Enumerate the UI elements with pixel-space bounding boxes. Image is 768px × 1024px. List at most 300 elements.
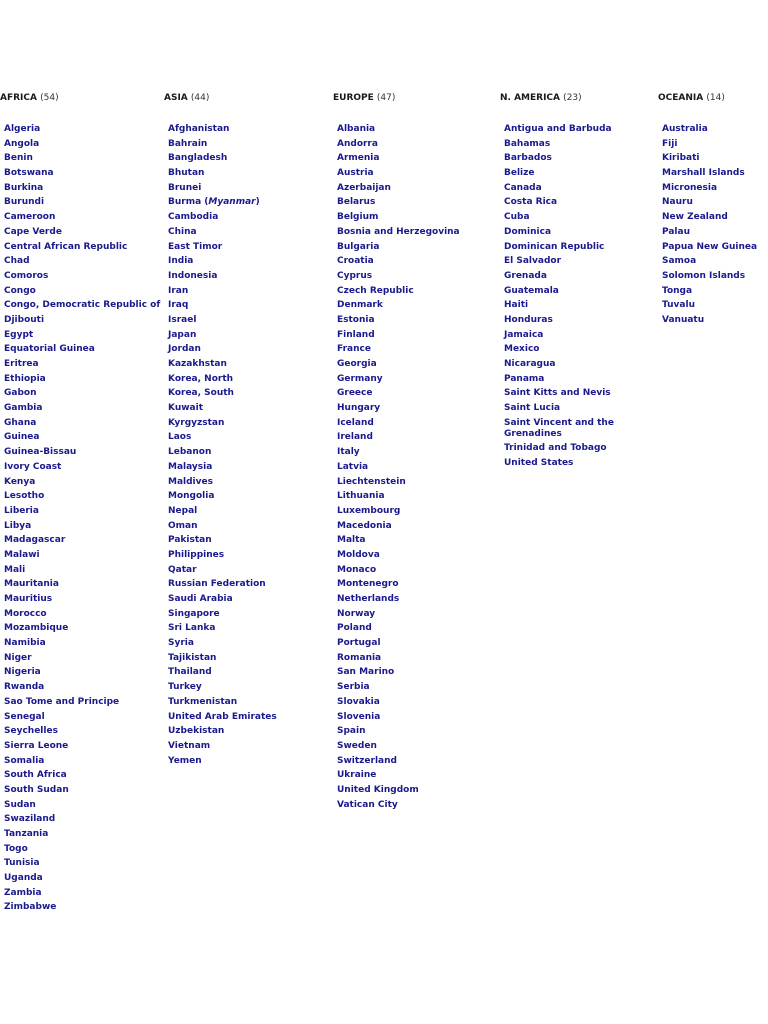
country-link[interactable]: Korea, North bbox=[168, 373, 234, 384]
region-asia bbox=[164, 92, 324, 770]
country-link[interactable]: Kazakhstan bbox=[168, 359, 227, 369]
country-link[interactable]: Eritrea bbox=[4, 359, 39, 369]
country-link[interactable]: Japan bbox=[168, 329, 197, 340]
country-link[interactable]: South Sudan bbox=[4, 784, 69, 795]
country-link[interactable]: India bbox=[168, 256, 194, 267]
country-item bbox=[4, 286, 160, 297]
country-item bbox=[504, 286, 648, 297]
country-link[interactable]: Mongolia bbox=[168, 491, 215, 502]
country-link[interactable]: Djibouti bbox=[4, 314, 45, 325]
country-item bbox=[4, 741, 160, 752]
country-link[interactable]: Poland bbox=[337, 623, 372, 634]
country-item bbox=[168, 344, 324, 355]
country-item bbox=[337, 800, 493, 811]
country-link[interactable]: Cameroon bbox=[4, 212, 56, 223]
country-link[interactable]: Fiji bbox=[662, 138, 678, 149]
country-link[interactable]: South Africa bbox=[4, 770, 67, 781]
country-link[interactable]: Benin bbox=[4, 153, 33, 164]
country-link[interactable]: Saint Vincent and the Grenadines bbox=[504, 417, 614, 439]
country-item bbox=[4, 491, 160, 502]
country-link[interactable]: Azerbaijan bbox=[337, 182, 391, 193]
country-item bbox=[504, 168, 648, 179]
country-link[interactable]: Canada bbox=[504, 182, 542, 193]
country-link[interactable]: Somalia bbox=[4, 755, 45, 766]
country-link[interactable]: Bahamas bbox=[504, 138, 551, 149]
country-link[interactable]: Guatemala bbox=[504, 285, 559, 296]
country-link[interactable]: Niger bbox=[4, 652, 32, 663]
country-link[interactable]: San Marino bbox=[337, 667, 395, 678]
country-link[interactable]: Kenya bbox=[4, 476, 36, 487]
country-link[interactable]: Qatar bbox=[168, 564, 197, 575]
country-item bbox=[504, 227, 648, 238]
country-link[interactable]: Vanuatu bbox=[662, 314, 705, 325]
country-link[interactable]: Central African Republic bbox=[4, 241, 128, 252]
country-list bbox=[333, 124, 493, 811]
country-link[interactable]: Marshall Islands bbox=[662, 168, 745, 179]
country-item bbox=[337, 682, 493, 693]
country-item bbox=[337, 462, 493, 473]
country-link[interactable]: Moldova bbox=[337, 549, 380, 560]
country-item bbox=[337, 491, 493, 502]
country-item bbox=[504, 197, 648, 208]
country-link[interactable]: Cuba bbox=[504, 212, 530, 223]
country-item bbox=[4, 271, 160, 282]
country-item bbox=[168, 432, 324, 443]
country-item bbox=[337, 667, 493, 678]
country-link[interactable]: Congo, Democratic Republic of bbox=[4, 300, 161, 311]
country-link[interactable]: Malawi bbox=[4, 549, 40, 560]
country-link[interactable]: Belize bbox=[504, 168, 535, 179]
country-item bbox=[337, 594, 493, 605]
country-link[interactable]: Slovakia bbox=[337, 696, 380, 707]
country-link[interactable]: Russian Federation bbox=[168, 579, 266, 590]
country-link[interactable]: Costa Rica bbox=[504, 197, 558, 208]
country-link[interactable]: Yemen bbox=[168, 755, 202, 766]
country-item bbox=[168, 667, 324, 678]
country-item bbox=[337, 300, 493, 311]
country-link[interactable]: Luxembourg bbox=[337, 505, 401, 516]
country-link[interactable]: Laos bbox=[168, 432, 192, 443]
country-link[interactable]: Tanzania bbox=[4, 829, 49, 839]
country-item bbox=[4, 168, 160, 179]
region-name: AFRICA bbox=[0, 93, 37, 103]
country-item bbox=[168, 388, 324, 399]
country-link[interactable]: Zimbabwe bbox=[4, 902, 57, 913]
country-item bbox=[4, 153, 160, 164]
country-link[interactable]: Belgium bbox=[337, 212, 379, 223]
country-link[interactable]: New Zealand bbox=[662, 212, 728, 223]
country-link[interactable]: Tonga bbox=[662, 285, 693, 296]
country-item bbox=[337, 418, 493, 429]
country-item bbox=[337, 535, 493, 546]
country-link[interactable]: Estonia bbox=[337, 314, 375, 325]
country-link[interactable]: Sao Tome and Principe bbox=[4, 696, 120, 707]
country-link[interactable]: Sierra Leone bbox=[4, 740, 69, 751]
country-item bbox=[4, 197, 160, 208]
country-link[interactable]: Bosnia and Herzegovina bbox=[337, 226, 460, 237]
country-link[interactable]: Germany bbox=[337, 373, 383, 384]
country-link[interactable]: Norway bbox=[337, 608, 376, 619]
country-link[interactable]: Gambia bbox=[4, 403, 43, 414]
country-link[interactable]: Tuvalu bbox=[662, 300, 695, 311]
country-link[interactable]: Lesotho bbox=[4, 491, 45, 502]
country-link[interactable]: Nauru bbox=[662, 197, 693, 208]
country-item bbox=[337, 315, 493, 326]
country-link[interactable]: Chad bbox=[4, 256, 30, 267]
country-link[interactable]: Bahrain bbox=[168, 138, 208, 149]
country-item bbox=[504, 359, 648, 370]
country-link[interactable]: Portugal bbox=[337, 638, 381, 649]
country-link[interactable]: Mauritania bbox=[4, 579, 59, 590]
country-link[interactable]: Pakistan bbox=[168, 535, 212, 546]
country-link[interactable]: Samoa bbox=[662, 256, 697, 267]
country-link[interactable]: Kiribati bbox=[662, 153, 700, 164]
country-link[interactable]: Jordan bbox=[168, 344, 201, 355]
country-item bbox=[4, 594, 160, 605]
country-item bbox=[4, 432, 160, 443]
country-link[interactable]: Belarus bbox=[337, 197, 376, 208]
country-item bbox=[168, 477, 324, 488]
country-link[interactable]: Kuwait bbox=[168, 403, 203, 414]
country-link[interactable]: Guinea bbox=[4, 432, 40, 443]
country-item bbox=[168, 623, 324, 634]
country-link[interactable]: Serbia bbox=[337, 682, 370, 693]
country-link[interactable]: Tajikistan bbox=[168, 652, 217, 663]
country-link[interactable]: East Timor bbox=[168, 241, 223, 252]
country-item bbox=[168, 535, 324, 546]
country-item bbox=[168, 506, 324, 517]
country-item bbox=[168, 638, 324, 649]
country-link[interactable]: Greece bbox=[337, 388, 373, 399]
country-link[interactable]: Switzerland bbox=[337, 755, 397, 766]
country-link[interactable]: Maldives bbox=[168, 476, 213, 487]
country-link[interactable]: Indonesia bbox=[168, 270, 218, 281]
country-item bbox=[4, 521, 160, 532]
country-item bbox=[337, 565, 493, 576]
country-link[interactable]: Dominica bbox=[504, 226, 552, 237]
country-link[interactable]: Micronesia bbox=[662, 182, 718, 193]
country-link[interactable]: Georgia bbox=[337, 359, 377, 369]
country-item bbox=[337, 124, 493, 135]
country-link[interactable]: Cambodia bbox=[168, 212, 219, 223]
country-item bbox=[4, 374, 160, 385]
region-name: EUROPE bbox=[333, 93, 374, 103]
country-item bbox=[337, 623, 493, 634]
country-link[interactable]: Madagascar bbox=[4, 535, 66, 546]
country-link[interactable]: Saudi Arabia bbox=[168, 594, 233, 604]
country-item bbox=[168, 550, 324, 561]
country-link[interactable]: Romania bbox=[337, 652, 382, 663]
country-item bbox=[337, 506, 493, 517]
country-link[interactable]: Latvia bbox=[337, 461, 369, 472]
country-link[interactable]: Afghanistan bbox=[168, 124, 230, 134]
country-link[interactable]: Honduras bbox=[504, 314, 553, 325]
country-link[interactable]: Philippines bbox=[168, 549, 225, 560]
country-item bbox=[337, 653, 493, 664]
country-link[interactable]: Sweden bbox=[337, 740, 377, 751]
country-item bbox=[337, 477, 493, 488]
country-item bbox=[504, 418, 648, 440]
country-link[interactable]: Gabon bbox=[4, 388, 37, 399]
country-item bbox=[337, 579, 493, 590]
country-item bbox=[4, 212, 160, 223]
country-link[interactable]: Bulgaria bbox=[337, 241, 380, 252]
country-item bbox=[168, 756, 324, 767]
country-link[interactable]: Czech Republic bbox=[337, 285, 414, 296]
region-africa bbox=[0, 92, 160, 917]
country-link[interactable]: Vietnam bbox=[168, 740, 211, 751]
country-link[interactable]: Monaco bbox=[337, 564, 377, 575]
country-link[interactable]: Uganda bbox=[4, 873, 43, 884]
country-link[interactable]: Togo bbox=[4, 843, 28, 854]
country-item bbox=[168, 741, 324, 752]
country-item bbox=[662, 227, 764, 238]
country-link[interactable]: Panama bbox=[504, 373, 545, 384]
country-link[interactable]: Cape Verde bbox=[4, 226, 62, 237]
country-link[interactable]: United States bbox=[504, 458, 574, 469]
country-link[interactable]: Macedonia bbox=[337, 520, 392, 531]
country-link[interactable]: Croatia bbox=[337, 256, 374, 267]
country-item bbox=[168, 359, 324, 370]
country-link[interactable]: Ghana bbox=[4, 417, 37, 428]
country-link[interactable]: Armenia bbox=[337, 153, 380, 164]
country-link[interactable]: Oman bbox=[168, 520, 198, 531]
country-link[interactable]: Malaysia bbox=[168, 461, 213, 472]
country-link[interactable]: Burkina bbox=[4, 182, 44, 193]
country-item bbox=[168, 403, 324, 414]
country-item bbox=[504, 388, 648, 399]
country-link[interactable]: Malta bbox=[337, 535, 366, 546]
country-link[interactable]: Nepal bbox=[168, 505, 198, 516]
country-item bbox=[4, 653, 160, 664]
country-item bbox=[4, 579, 160, 590]
country-item bbox=[168, 374, 324, 385]
country-link[interactable]: Iceland bbox=[337, 417, 374, 428]
country-link[interactable]: Papua New Guinea bbox=[662, 241, 758, 252]
country-link[interactable]: Dominican Republic bbox=[504, 241, 605, 252]
country-item bbox=[504, 330, 648, 341]
country-link[interactable]: China bbox=[168, 226, 197, 237]
country-item bbox=[4, 124, 160, 135]
country-link[interactable]: United Arab Emirates bbox=[168, 711, 277, 722]
country-link[interactable]: Botswana bbox=[4, 168, 54, 179]
country-link[interactable]: Lebanon bbox=[168, 447, 212, 458]
country-item bbox=[504, 374, 648, 385]
country-link[interactable]: Rwanda bbox=[4, 682, 45, 693]
country-item bbox=[337, 741, 493, 752]
country-item bbox=[662, 183, 764, 194]
country-link[interactable]: Namibia bbox=[4, 638, 46, 649]
country-item bbox=[168, 447, 324, 458]
country-link[interactable]: Grenada bbox=[504, 270, 547, 281]
country-link[interactable]: Singapore bbox=[168, 608, 220, 619]
country-item bbox=[662, 300, 764, 311]
country-link[interactable]: United Kingdom bbox=[337, 784, 419, 795]
country-link[interactable]: Mexico bbox=[504, 344, 540, 355]
region-name: OCEANIA bbox=[658, 93, 704, 103]
country-link[interactable]: Burundi bbox=[4, 197, 45, 208]
country-item bbox=[168, 521, 324, 532]
country-item bbox=[337, 447, 493, 458]
country-link[interactable]: Nigeria bbox=[4, 667, 41, 678]
country-item bbox=[337, 330, 493, 341]
country-link[interactable]: Egypt bbox=[4, 329, 34, 340]
country-item bbox=[168, 315, 324, 326]
country-link[interactable]: Finland bbox=[337, 329, 375, 340]
country-item bbox=[4, 873, 160, 884]
country-link[interactable]: Brunei bbox=[168, 182, 202, 193]
country-link[interactable]: Andorra bbox=[337, 138, 378, 149]
country-link[interactable]: Uzbekistan bbox=[168, 726, 225, 737]
region-header bbox=[164, 92, 324, 104]
country-link[interactable]: Angola bbox=[4, 138, 40, 149]
country-item bbox=[4, 697, 160, 708]
country-item bbox=[168, 271, 324, 282]
country-link[interactable]: Ethiopia bbox=[4, 373, 46, 384]
country-item bbox=[662, 256, 764, 267]
country-link[interactable]: Montenegro bbox=[337, 579, 399, 590]
country-link[interactable]: Hungary bbox=[337, 403, 381, 414]
country-link[interactable]: Ireland bbox=[337, 432, 373, 443]
country-item bbox=[168, 682, 324, 693]
country-item bbox=[168, 491, 324, 502]
country-link[interactable]: Morocco bbox=[4, 608, 47, 619]
country-link[interactable]: Congo bbox=[4, 285, 36, 296]
country-link[interactable]: Australia bbox=[662, 124, 708, 134]
country-item bbox=[504, 242, 648, 253]
country-link[interactable]: El Salvador bbox=[504, 256, 562, 267]
country-link[interactable]: Saint Kitts and Nevis bbox=[504, 388, 611, 399]
country-item bbox=[4, 756, 160, 767]
country-link[interactable]: Palau bbox=[662, 226, 690, 237]
country-link[interactable]: Mozambique bbox=[4, 623, 69, 634]
country-link[interactable]: Liechtenstein bbox=[337, 476, 406, 487]
country-link[interactable]: Slovenia bbox=[337, 711, 381, 722]
country-link[interactable]: Barbados bbox=[504, 153, 552, 164]
region-count: (47) bbox=[376, 93, 396, 103]
country-link[interactable]: Cyprus bbox=[337, 270, 373, 281]
country-link[interactable]: Nicaragua bbox=[504, 359, 556, 369]
country-item bbox=[4, 300, 160, 311]
country-item bbox=[4, 844, 160, 855]
country-link[interactable]: Jamaica bbox=[504, 329, 544, 340]
country-link[interactable]: Saint Lucia bbox=[504, 403, 561, 414]
country-link[interactable]: Equatorial Guinea bbox=[4, 344, 95, 355]
country-item bbox=[337, 227, 493, 238]
country-link[interactable]: Tunisia bbox=[4, 858, 40, 869]
country-item bbox=[168, 124, 324, 135]
country-link[interactable]: France bbox=[337, 344, 371, 355]
country-item bbox=[337, 256, 493, 267]
country-item bbox=[662, 153, 764, 164]
country-link[interactable]: Zambia bbox=[4, 887, 42, 898]
region-header bbox=[500, 92, 648, 104]
country-link[interactable]: Sri Lanka bbox=[168, 623, 216, 634]
country-link[interactable]: Lithuania bbox=[337, 491, 385, 502]
country-link[interactable]: Thailand bbox=[168, 667, 212, 678]
country-item bbox=[168, 168, 324, 179]
country-link[interactable]: Sudan bbox=[4, 799, 36, 810]
country-item bbox=[4, 902, 160, 913]
region-count: (14) bbox=[706, 93, 725, 103]
country-link[interactable]: Senegal bbox=[4, 711, 45, 722]
country-link[interactable]: Bhutan bbox=[168, 168, 205, 179]
country-link[interactable]: Israel bbox=[168, 314, 197, 325]
country-link[interactable]: Iraq bbox=[168, 300, 189, 311]
country-link[interactable]: Turkey bbox=[168, 682, 202, 693]
country-item bbox=[168, 139, 324, 150]
country-link[interactable]: Italy bbox=[337, 447, 360, 458]
country-link[interactable]: Mali bbox=[4, 564, 26, 575]
country-link[interactable]: Turkmenistan bbox=[168, 696, 238, 707]
country-link[interactable]: Antigua and Barbuda bbox=[504, 124, 612, 134]
country-item bbox=[504, 403, 648, 414]
country-item bbox=[4, 418, 160, 429]
region-name: ASIA bbox=[164, 93, 188, 103]
country-item bbox=[662, 197, 764, 208]
region-oceania bbox=[658, 92, 764, 330]
country-item bbox=[4, 359, 160, 370]
country-link[interactable]: Trinidad and Tobago bbox=[504, 443, 607, 454]
country-link[interactable]: Bangladesh bbox=[168, 153, 228, 164]
country-list bbox=[658, 124, 764, 326]
country-item bbox=[4, 609, 160, 620]
country-link[interactable]: Syria bbox=[168, 638, 194, 649]
country-link[interactable]: Albania bbox=[337, 124, 376, 134]
country-link[interactable]: Solomon Islands bbox=[662, 270, 746, 281]
country-link[interactable]: Algeria bbox=[4, 124, 41, 134]
region-count: (54) bbox=[40, 93, 59, 103]
country-item bbox=[662, 139, 764, 150]
country-link[interactable]: Haiti bbox=[504, 300, 529, 311]
country-link[interactable]: Burma (Myanmar) bbox=[168, 197, 260, 208]
country-item bbox=[168, 242, 324, 253]
country-item bbox=[662, 271, 764, 282]
country-link[interactable]: Mauritius bbox=[4, 594, 53, 604]
country-link[interactable]: Liberia bbox=[4, 505, 39, 516]
country-item bbox=[504, 256, 648, 267]
country-item bbox=[168, 212, 324, 223]
country-item bbox=[662, 286, 764, 297]
country-link[interactable]: Kyrgyzstan bbox=[168, 417, 225, 428]
country-item bbox=[504, 271, 648, 282]
country-link[interactable]: Ivory Coast bbox=[4, 461, 62, 472]
country-item bbox=[4, 535, 160, 546]
country-link[interactable]: Austria bbox=[337, 168, 374, 179]
country-item bbox=[168, 227, 324, 238]
country-link[interactable]: Ukraine bbox=[337, 770, 377, 781]
country-link[interactable]: Vatican City bbox=[337, 799, 398, 810]
country-link[interactable]: Netherlands bbox=[337, 594, 400, 604]
country-item bbox=[168, 418, 324, 429]
country-item bbox=[4, 462, 160, 473]
country-item bbox=[337, 770, 493, 781]
country-link[interactable]: Iran bbox=[168, 285, 189, 296]
country-item bbox=[4, 638, 160, 649]
country-link[interactable]: Libya bbox=[4, 520, 32, 531]
country-link[interactable]: Seychelles bbox=[4, 726, 58, 737]
country-link[interactable]: Guinea-Bissau bbox=[4, 447, 77, 458]
country-link[interactable]: Spain bbox=[337, 726, 366, 737]
country-link[interactable]: Comoros bbox=[4, 270, 49, 281]
country-item bbox=[4, 550, 160, 561]
country-link[interactable]: Swaziland bbox=[4, 814, 56, 825]
country-link[interactable]: Korea, South bbox=[168, 388, 234, 399]
country-item bbox=[168, 697, 324, 708]
country-link[interactable]: Denmark bbox=[337, 300, 383, 311]
country-item bbox=[4, 139, 160, 150]
country-item bbox=[168, 153, 324, 164]
